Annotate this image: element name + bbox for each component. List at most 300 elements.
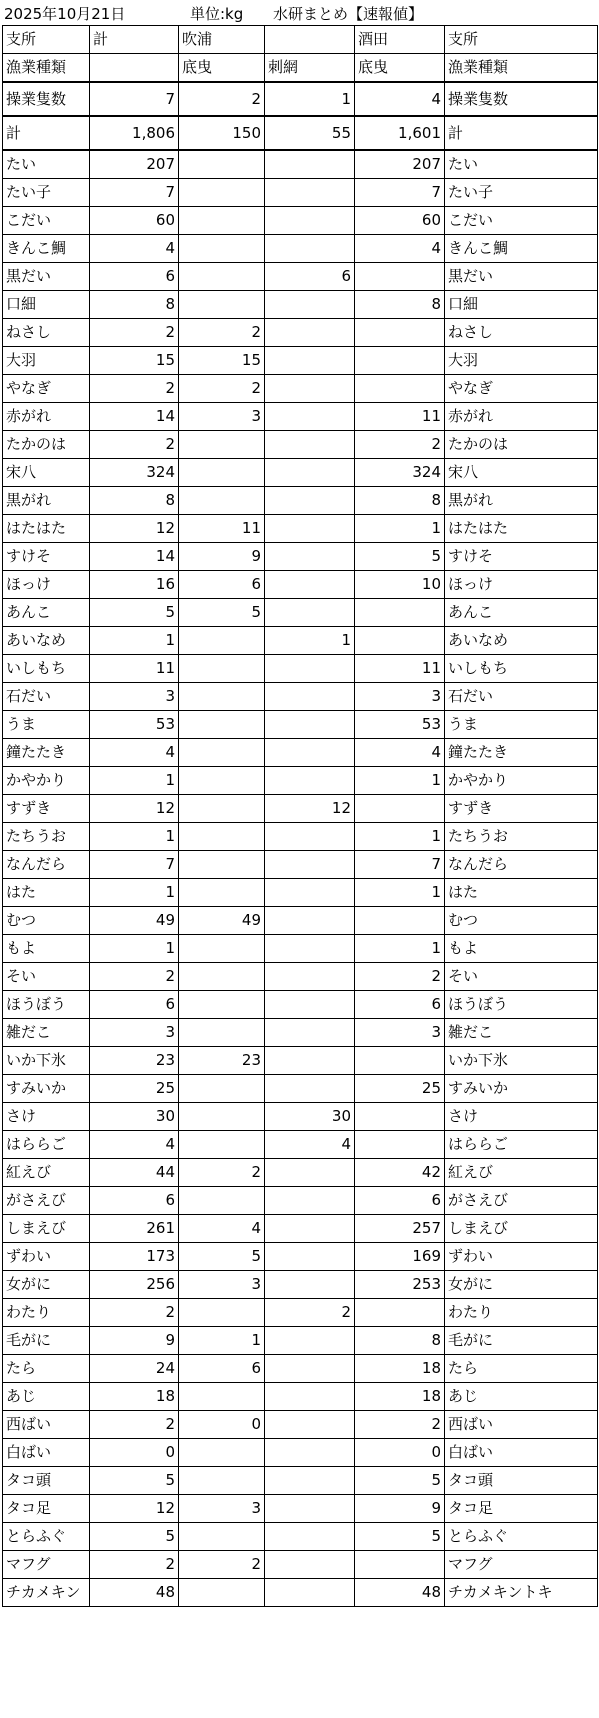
cell: 支所 xyxy=(3,26,90,54)
cell xyxy=(179,235,265,263)
cell xyxy=(179,879,265,907)
cell: 4 xyxy=(355,82,445,116)
cell: かやかり xyxy=(3,767,90,795)
cell: 16 xyxy=(90,571,179,599)
cell: 324 xyxy=(90,459,179,487)
table-row xyxy=(3,263,598,291)
table-row xyxy=(3,1103,598,1131)
cell: 18 xyxy=(355,1355,445,1383)
cell: 48 xyxy=(90,1579,179,1607)
cell: いしもち xyxy=(3,655,90,683)
cell: ずわい xyxy=(445,1243,598,1271)
cell: 15 xyxy=(179,347,265,375)
cell: もよ xyxy=(445,935,598,963)
cell: 2 xyxy=(90,375,179,403)
cell: 8 xyxy=(355,1327,445,1355)
cell: たちうお xyxy=(3,823,90,851)
cell: 6 xyxy=(355,1187,445,1215)
cell: 0 xyxy=(355,1439,445,1467)
cell xyxy=(179,683,265,711)
cell xyxy=(179,1131,265,1159)
table-row xyxy=(3,403,598,431)
cell: なんだら xyxy=(3,851,90,879)
cell xyxy=(179,795,265,823)
cell xyxy=(265,907,355,935)
cell: 1 xyxy=(90,767,179,795)
table-row xyxy=(3,1075,598,1103)
cell: 7 xyxy=(90,82,179,116)
table-row xyxy=(3,879,598,907)
cell xyxy=(265,1495,355,1523)
cell xyxy=(179,1019,265,1047)
table-row xyxy=(3,459,598,487)
cell: 4 xyxy=(355,739,445,767)
cell xyxy=(355,1299,445,1327)
cell: きんこ鯛 xyxy=(3,235,90,263)
cell: 黒がれ xyxy=(445,487,598,515)
cell: 3 xyxy=(179,1495,265,1523)
cell xyxy=(179,1579,265,1607)
cell: 2 xyxy=(179,82,265,116)
cell xyxy=(265,1159,355,1187)
cell: 西ばい xyxy=(445,1411,598,1439)
cell: タコ足 xyxy=(445,1495,598,1523)
cell: 黒だい xyxy=(3,263,90,291)
cell: 宋八 xyxy=(445,459,598,487)
table-row xyxy=(3,1243,598,1271)
cell xyxy=(265,543,355,571)
cell: 23 xyxy=(179,1047,265,1075)
table-row xyxy=(3,1495,598,1523)
cell: はららご xyxy=(445,1131,598,1159)
cell: 5 xyxy=(90,599,179,627)
cell: 44 xyxy=(90,1159,179,1187)
cell xyxy=(355,347,445,375)
cell: 支所 xyxy=(445,26,598,54)
cell: たら xyxy=(445,1355,598,1383)
cell: 4 xyxy=(265,1131,355,1159)
cell: 2 xyxy=(90,963,179,991)
cell xyxy=(179,963,265,991)
cell: 黒だい xyxy=(445,263,598,291)
cell: わたり xyxy=(445,1299,598,1327)
cell: たちうお xyxy=(445,823,598,851)
table-row xyxy=(3,683,598,711)
cell: がさえび xyxy=(3,1187,90,1215)
cell: 169 xyxy=(355,1243,445,1271)
cell: 酒田 xyxy=(355,26,445,54)
cell: 12 xyxy=(90,795,179,823)
cell xyxy=(265,879,355,907)
cell xyxy=(179,1075,265,1103)
cell xyxy=(90,54,179,83)
cell: 2 xyxy=(90,1551,179,1579)
table-row xyxy=(3,207,598,235)
cell xyxy=(265,571,355,599)
cell: 9 xyxy=(179,543,265,571)
cell: 白ばい xyxy=(445,1439,598,1467)
cell: 6 xyxy=(90,1187,179,1215)
cell: 赤がれ xyxy=(3,403,90,431)
cell: 60 xyxy=(90,207,179,235)
cell: 207 xyxy=(355,150,445,179)
cell: 6 xyxy=(265,263,355,291)
cell: さけ xyxy=(3,1103,90,1131)
cell: 2 xyxy=(179,1159,265,1187)
cell: 毛がに xyxy=(3,1327,90,1355)
cell: あんこ xyxy=(3,599,90,627)
cell: むつ xyxy=(3,907,90,935)
cell: 24 xyxy=(90,1355,179,1383)
cell: 11 xyxy=(355,403,445,431)
cell: はららご xyxy=(3,1131,90,1159)
cell: 261 xyxy=(90,1215,179,1243)
cell: そい xyxy=(3,963,90,991)
table-row xyxy=(3,1271,598,1299)
cell: 30 xyxy=(265,1103,355,1131)
cell: 4 xyxy=(179,1215,265,1243)
cell: かやかり xyxy=(445,767,598,795)
report-date: 2025年10月21日 xyxy=(4,5,126,23)
cell xyxy=(179,291,265,319)
cell: 14 xyxy=(90,543,179,571)
cell: すみいか xyxy=(445,1075,598,1103)
cell: 口細 xyxy=(445,291,598,319)
cell: 1 xyxy=(355,823,445,851)
table-row xyxy=(3,991,598,1019)
cell: 12 xyxy=(90,1495,179,1523)
cell: 1,601 xyxy=(355,116,445,150)
table-row xyxy=(3,150,598,179)
cell: 2 xyxy=(179,1551,265,1579)
table-row xyxy=(3,599,598,627)
cell: 324 xyxy=(355,459,445,487)
cell: ずわい xyxy=(3,1243,90,1271)
cell xyxy=(179,711,265,739)
cell xyxy=(265,1439,355,1467)
cell: 1 xyxy=(265,627,355,655)
cell: すけそ xyxy=(445,543,598,571)
cell xyxy=(355,627,445,655)
table-row xyxy=(3,1159,598,1187)
cell: 60 xyxy=(355,207,445,235)
cell xyxy=(179,1467,265,1495)
cell xyxy=(355,795,445,823)
cell: 5 xyxy=(90,1467,179,1495)
header-row-gear xyxy=(3,54,598,83)
table-row xyxy=(3,963,598,991)
cell: 5 xyxy=(355,1467,445,1495)
boats-row xyxy=(3,82,598,116)
cell: 1 xyxy=(90,879,179,907)
table-row xyxy=(3,347,598,375)
cell xyxy=(265,291,355,319)
cell: 7 xyxy=(90,179,179,207)
cell: 操業隻数 xyxy=(445,82,598,116)
total-row xyxy=(3,116,598,150)
cell xyxy=(179,935,265,963)
cell: 2 xyxy=(355,963,445,991)
table-row xyxy=(3,235,598,263)
cell: 6 xyxy=(179,571,265,599)
cell: 鐘たたき xyxy=(3,739,90,767)
cell: しまえび xyxy=(445,1215,598,1243)
cell xyxy=(265,459,355,487)
header-row-branch xyxy=(3,26,598,54)
cell: やなぎ xyxy=(445,375,598,403)
cell xyxy=(355,907,445,935)
cell: 3 xyxy=(179,403,265,431)
cell xyxy=(355,1131,445,1159)
cell xyxy=(265,347,355,375)
cell: 3 xyxy=(355,1019,445,1047)
cell: 漁業種類 xyxy=(445,54,598,83)
report-title: 水研まとめ【速報値】 xyxy=(273,5,424,23)
cell xyxy=(179,627,265,655)
cell: うま xyxy=(445,711,598,739)
cell: マフグ xyxy=(3,1551,90,1579)
cell: 女がに xyxy=(445,1271,598,1299)
cell xyxy=(179,1103,265,1131)
cell xyxy=(179,655,265,683)
cell: 3 xyxy=(179,1271,265,1299)
cell: あんこ xyxy=(445,599,598,627)
cell: 鐘たたき xyxy=(445,739,598,767)
catch-table xyxy=(2,25,598,1607)
cell: ねさし xyxy=(445,319,598,347)
cell: 30 xyxy=(90,1103,179,1131)
cell: むつ xyxy=(445,907,598,935)
cell: ほうぼう xyxy=(3,991,90,1019)
cell: 雑だこ xyxy=(445,1019,598,1047)
cell: あいなめ xyxy=(3,627,90,655)
table-row xyxy=(3,1131,598,1159)
cell: さけ xyxy=(445,1103,598,1131)
cell: 1 xyxy=(355,935,445,963)
cell: 18 xyxy=(90,1383,179,1411)
cell: はたはた xyxy=(3,515,90,543)
cell: たい子 xyxy=(445,179,598,207)
cell: 漁業種類 xyxy=(3,54,90,83)
cell: 8 xyxy=(355,487,445,515)
cell: 吹浦 xyxy=(179,26,265,54)
cell: 赤がれ xyxy=(445,403,598,431)
table-row xyxy=(3,655,598,683)
table-row xyxy=(3,515,598,543)
cell xyxy=(179,1523,265,1551)
cell: 口細 xyxy=(3,291,90,319)
cell: 2 xyxy=(90,319,179,347)
cell: 計 xyxy=(90,26,179,54)
cell: 11 xyxy=(179,515,265,543)
table-row xyxy=(3,1019,598,1047)
cell: ほっけ xyxy=(3,571,90,599)
cell xyxy=(265,1215,355,1243)
cell xyxy=(265,207,355,235)
table-row xyxy=(3,935,598,963)
cell: 4 xyxy=(90,739,179,767)
cell xyxy=(355,375,445,403)
cell xyxy=(179,1187,265,1215)
cell xyxy=(265,319,355,347)
cell: 5 xyxy=(179,599,265,627)
cell xyxy=(179,851,265,879)
unit-label: 単位:kg xyxy=(190,5,244,23)
cell: 5 xyxy=(355,1523,445,1551)
cell: いか下氷 xyxy=(3,1047,90,1075)
cell: わたり xyxy=(3,1299,90,1327)
cell xyxy=(265,1551,355,1579)
table-row xyxy=(3,431,598,459)
cell: 紅えび xyxy=(3,1159,90,1187)
table-row xyxy=(3,1523,598,1551)
cell xyxy=(265,767,355,795)
cell: きんこ鯛 xyxy=(445,235,598,263)
cell xyxy=(355,599,445,627)
cell xyxy=(265,1075,355,1103)
cell xyxy=(265,1243,355,1271)
cell: 48 xyxy=(355,1579,445,1607)
cell: 0 xyxy=(90,1439,179,1467)
cell xyxy=(179,823,265,851)
cell xyxy=(179,431,265,459)
cell xyxy=(265,991,355,1019)
cell xyxy=(265,515,355,543)
cell: 256 xyxy=(90,1271,179,1299)
cell: 253 xyxy=(355,1271,445,1299)
cell: すずき xyxy=(445,795,598,823)
cell: こだい xyxy=(3,207,90,235)
cell: 3 xyxy=(90,683,179,711)
cell: 1 xyxy=(90,935,179,963)
cell: たかのは xyxy=(3,431,90,459)
cell xyxy=(265,150,355,179)
cell: 25 xyxy=(90,1075,179,1103)
cell xyxy=(265,1411,355,1439)
cell: 1 xyxy=(179,1327,265,1355)
cell: 大羽 xyxy=(3,347,90,375)
cell: 6 xyxy=(90,263,179,291)
cell xyxy=(265,26,355,54)
cell: すみいか xyxy=(3,1075,90,1103)
table-row xyxy=(3,291,598,319)
table-row xyxy=(3,767,598,795)
cell: マフグ xyxy=(445,1551,598,1579)
cell: 53 xyxy=(90,711,179,739)
cell xyxy=(179,767,265,795)
cell: あいなめ xyxy=(445,627,598,655)
catch-table-body xyxy=(3,26,598,1607)
cell: 黒がれ xyxy=(3,487,90,515)
cell: ほっけ xyxy=(445,571,598,599)
cell: 5 xyxy=(179,1243,265,1271)
cell: 2 xyxy=(179,319,265,347)
cell xyxy=(265,403,355,431)
cell xyxy=(265,235,355,263)
cell: 2 xyxy=(355,1411,445,1439)
table-row xyxy=(3,1439,598,1467)
cell: 1 xyxy=(265,82,355,116)
cell: タコ足 xyxy=(3,1495,90,1523)
cell: 53 xyxy=(355,711,445,739)
cell: たい xyxy=(3,150,90,179)
cell xyxy=(265,1019,355,1047)
cell: 3 xyxy=(90,1019,179,1047)
cell: 5 xyxy=(90,1523,179,1551)
cell: 55 xyxy=(265,116,355,150)
cell xyxy=(179,739,265,767)
cell: 宋八 xyxy=(3,459,90,487)
cell: 6 xyxy=(355,991,445,1019)
cell: 49 xyxy=(179,907,265,935)
cell xyxy=(265,1271,355,1299)
cell: 7 xyxy=(90,851,179,879)
cell: こだい xyxy=(445,207,598,235)
cell: 0 xyxy=(179,1411,265,1439)
table-row xyxy=(3,823,598,851)
cell: 1 xyxy=(90,627,179,655)
cell: 18 xyxy=(355,1383,445,1411)
cell: あじ xyxy=(445,1383,598,1411)
table-row xyxy=(3,1299,598,1327)
cell: 2 xyxy=(90,1299,179,1327)
table-row xyxy=(3,711,598,739)
cell: 150 xyxy=(179,116,265,150)
table-row xyxy=(3,1579,598,1607)
cell: すずき xyxy=(3,795,90,823)
cell: 1,806 xyxy=(90,116,179,150)
cell: 25 xyxy=(355,1075,445,1103)
table-row xyxy=(3,1383,598,1411)
cell: 257 xyxy=(355,1215,445,1243)
cell xyxy=(265,1383,355,1411)
cell xyxy=(265,739,355,767)
cell: 11 xyxy=(355,655,445,683)
cell xyxy=(265,599,355,627)
cell: 12 xyxy=(265,795,355,823)
cell: やなぎ xyxy=(3,375,90,403)
cell xyxy=(265,963,355,991)
table-row xyxy=(3,487,598,515)
cell: 計 xyxy=(445,116,598,150)
cell: 女がに xyxy=(3,1271,90,1299)
cell: 6 xyxy=(90,991,179,1019)
cell xyxy=(355,263,445,291)
cell: 9 xyxy=(355,1495,445,1523)
cell: 8 xyxy=(90,291,179,319)
table-row xyxy=(3,795,598,823)
cell: 2 xyxy=(265,1299,355,1327)
cell: 5 xyxy=(355,543,445,571)
cell xyxy=(265,1523,355,1551)
cell: 西ばい xyxy=(3,1411,90,1439)
cell: 底曳 xyxy=(355,54,445,83)
cell: 紅えび xyxy=(445,1159,598,1187)
cell: はた xyxy=(445,879,598,907)
cell: 2 xyxy=(355,431,445,459)
cell: 7 xyxy=(355,179,445,207)
cell: とらふぐ xyxy=(445,1523,598,1551)
cell: 8 xyxy=(90,487,179,515)
cell: 石だい xyxy=(445,683,598,711)
table-row xyxy=(3,1467,598,1495)
cell: たい xyxy=(445,150,598,179)
cell xyxy=(179,1439,265,1467)
cell: ほうぼう xyxy=(445,991,598,1019)
cell: 大羽 xyxy=(445,347,598,375)
cell: 2 xyxy=(90,431,179,459)
cell xyxy=(265,487,355,515)
